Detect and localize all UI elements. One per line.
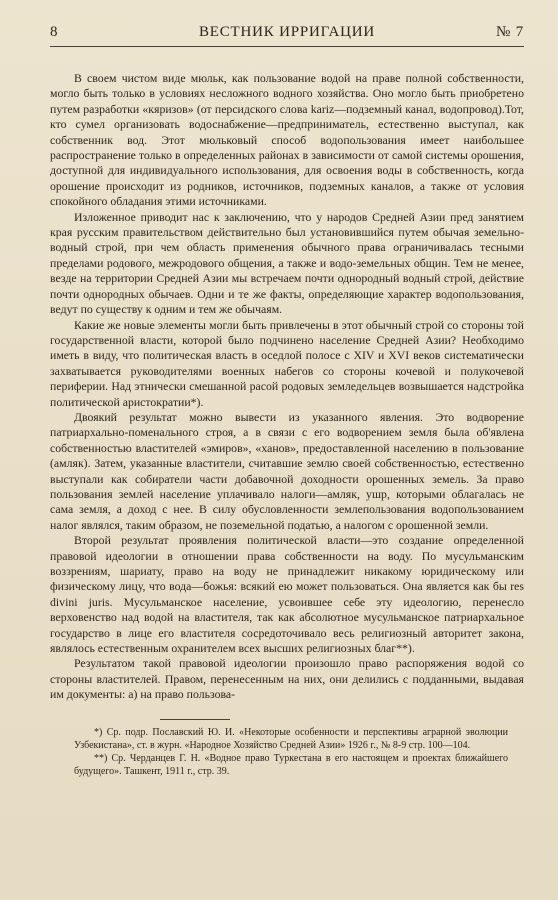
footnote: *) Ср. подр. Послaвский Ю. И. «Некоторые особенности и перспективы аграрной эволюции Узбекистана», ст. в журн. «Народное Хозяйство Средней Азии» 1926 г., № 8-9 стр. 100—104. — [74, 726, 508, 751]
paragraph: Второй результат проявления политической власти—это создание определенной правовой идеологии в отношении права собственности на воду. По мусульманским воззрениям, шариату, право на воду не принадлежит никакому юридическому или физическому лицу, что вода—божья: всякий ею может пользоваться. Она является как бы res divini juris. Мусульманское население, усвоившее себе эту идеологию, перенесло верховенство над водой на властителя, так как абсолютное мусульманское патриархальное государство в лице его властителя сосредоточивало весь религиозный авторитет закона, являлось естественным охранителем всех высших религиозных благ**). — [50, 533, 524, 656]
paragraph: Изложенное приводит нас к заключению, что у народов Средней Азии пред занятием края русским правительством действительно был установившийся путем обычая земельно-водный строй, при чем область применения обычного права ограничивалась тесными пределами родового, межродового общения, а также и водо-земельных общин. Тем не менее, везде на территории Средней Азии мы встречаем почти однородный водный строй, действие почти однородных обычаев. Одни и те же факты, определяющие характер водопользования, ведут по существу к одним и тем же обычаям. — [50, 209, 524, 317]
page-number: 8 — [50, 24, 59, 40]
paragraph: Двоякий результат можно вывести из указанного явления. Это водворение патриархально-поменального строя, а в связи с его водворением земля была об'явлена собственностью властителей «эмиров», «ханов», предоставленной населению в пользование (амляк). Затем, указанные властители, считавшие землю своей собственностью, естественно выступали как собиратели части добавочной доходности орошенных земель. За право пользования землей население уплачивало налоги—амляк, ушр, которыми облагалась не сама земля, а доход с нее. В силу обусловленности землепользования водопользованием налог являлся, таким образом, не поземельной податью, а налогом с орошенной земли. — [50, 409, 524, 532]
paragraph: В своем чистом виде мюльк, как пользование водой на праве полной собственности, могло быть только в условиях несложного водного хозяйства. Оно могло быть приобретено путем разработки «кяризов» (от персидского слова kariz—подземный канал, водопровод).Тот, кто сумел организовать водоснабжение—предприниматель, естественно выступал, как собственник вод. Этот мюльковый способ водопользования имеет наибольшее распространение только в определенных районах в зависимости от самой системы орошения, доступной для индивидуального использования, для освоения воды в собственность, когда орошение происходит из родников, источников, подземных каналов, а также от условия спокойного обладания этими источниками. — [50, 71, 524, 209]
paragraph: Какие же новые элементы могли быть привлечены в этот обычный строй со стороны той государственной власти, которой было подчинено население Средней Азии? Необходимо иметь в виду, что политическая власть в оседлой полосе с XIV и XVI веков систематически захватывается руководителями военных набегов со стороны кочевой и полукочевой периферии. Над этнически смешанной расой родовых земледельцев возвышается надстройка политической аристократии*). — [50, 317, 524, 409]
issue-number: № 7 — [496, 24, 524, 40]
footnote-divider — [160, 719, 230, 720]
paragraph: Результатом такой правовой идеологии произошло право распоряжения водой со стороны властителей. Правом, перенесенным на них, они делились с подданными, выдавая им документы: а) на право пользова- — [50, 656, 524, 702]
article-body — [50, 71, 524, 703]
journal-title: ВЕСТНИК ИРРИГАЦИИ — [198, 24, 376, 40]
footnote: **) Ср. Черданцев Г. Н. «Водное право Туркестана в его настоящем и проектах ближайшего будущего». Ташкент, 1911 г., стр. 39. — [74, 752, 508, 777]
footnotes — [74, 726, 508, 778]
running-header — [50, 20, 524, 47]
